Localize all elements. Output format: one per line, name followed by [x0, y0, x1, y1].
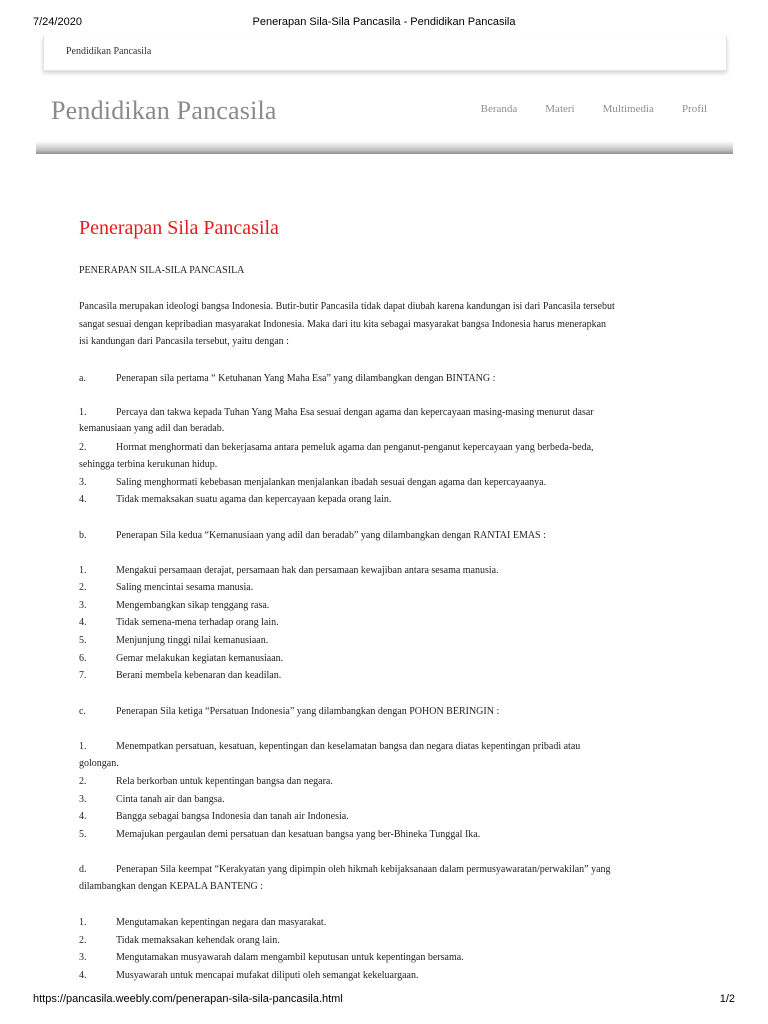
- list-number: 2.: [79, 582, 87, 593]
- list-item: [79, 935, 280, 947]
- list-item: [79, 952, 464, 964]
- site-brand-title[interactable]: Pendidikan Pancasila: [51, 96, 277, 125]
- section-marker: a.: [79, 373, 86, 384]
- nav-item-multimedia[interactable]: Multimedia: [602, 103, 654, 115]
- list-text: Rela berkorban untuk kepentingan bangsa dan negara.: [116, 776, 333, 787]
- list-number: 1.: [79, 917, 87, 928]
- list-text: Percaya dan takwa kepada Tuhan Yang Maha Esa sesuai dengan agama dan kepercayaan masing-masing menurut dasar: [116, 407, 594, 418]
- list-item: [79, 494, 391, 506]
- list-number: 1.: [79, 565, 87, 576]
- print-page-number: 1/2: [719, 993, 735, 1005]
- print-url: https://pancasila.weebly.com/penerapan-sila-sila-pancasila.html: [33, 993, 343, 1005]
- list-item: [79, 829, 480, 841]
- list-item-continuation: golongan.: [79, 758, 119, 769]
- list-text: Bangga sebagai bangsa Indonesia dan tanah air Indonesia.: [116, 811, 349, 822]
- print-date: 7/24/2020: [33, 16, 82, 28]
- section-marker: d.: [79, 864, 87, 875]
- intro-line: Pancasila merupakan ideologi bangsa Indonesia. Butir-butir Pancasila tidak dapat diubah karena kandungan isi dari Pancasila tersebut: [79, 301, 615, 312]
- list-text: Mengakui persamaan derajat, persamaan hak dan persamaan kewajiban antara sesama manusia.: [116, 565, 499, 576]
- list-item: [79, 794, 225, 806]
- section-heading-continuation: dilambangkan dengan KEPALA BANTENG :: [79, 881, 264, 892]
- list-number: 4.: [79, 617, 87, 628]
- section-heading-text: Penerapan Sila keempat “Kerakyatan yang dipimpin oleh hikmah kebijaksanaan dalam permusyawaratan/perwakilan” yang: [116, 864, 611, 875]
- list-number: 5.: [79, 635, 87, 646]
- nav-item-profil[interactable]: Profil: [681, 103, 707, 115]
- list-number: 1.: [79, 741, 87, 752]
- list-text: Saling menghormati kebebasan menjalankan menjalankan ibadah sesuai dengan agama dan kepercayaanya.: [116, 477, 547, 488]
- top-site-bar: [43, 36, 727, 71]
- header-shadow-divider: [36, 141, 733, 154]
- list-text: Mengutamakan kepentingan negara dan masyarakat.: [116, 917, 327, 928]
- list-item: [79, 917, 326, 929]
- nav-item-beranda[interactable]: Beranda: [480, 103, 518, 115]
- list-text: Berani membela kebenaran dan keadilan.: [116, 670, 282, 681]
- section-heading-text: Penerapan Sila kedua “Kemanusiaan yang adil dan beradab” yang dilambangkan dengan RANTAI EMAS :: [116, 530, 546, 541]
- list-item: [79, 565, 499, 577]
- list-text: Hormat menghormati dan bekerjasama antara pemeluk agama dan penganut-penganut kepercayaan yang berbeda-beda,: [116, 442, 594, 453]
- list-item: [79, 407, 594, 419]
- list-item: [79, 582, 253, 594]
- print-title: Penerapan Sila-Sila Pancasila - Pendidikan Pancasila: [252, 16, 516, 28]
- list-text: Tidak semena-mena terhadap orang lain.: [116, 617, 279, 628]
- list-item: [79, 776, 333, 788]
- list-text: Menjunjung tinggi nilai kemanusiaan.: [116, 635, 269, 646]
- main-nav: [481, 103, 707, 115]
- list-number: 3.: [79, 794, 87, 805]
- page-title: Penerapan Sila Pancasila: [79, 217, 279, 239]
- section-heading-text: Penerapan sila pertama “ Ketuhanan Yang Maha Esa” yang dilambangkan dengan BINTANG :: [116, 373, 496, 384]
- section-heading: [79, 530, 546, 542]
- section-heading: [79, 706, 499, 718]
- list-number: 2.: [79, 442, 87, 453]
- list-number: 4.: [79, 970, 87, 981]
- list-number: 6.: [79, 653, 87, 664]
- list-item: [79, 741, 580, 753]
- list-item: [79, 811, 349, 823]
- nav-item-materi[interactable]: Materi: [545, 103, 575, 115]
- section-marker: b.: [79, 530, 87, 541]
- list-text: Memajukan pergaulan demi persatuan dan kesatuan bangsa yang ber-Bhineka Tunggal Ika.: [116, 829, 481, 840]
- section-heading: [79, 864, 611, 876]
- print-header: [0, 16, 768, 30]
- list-item-continuation: sehingga terbina kerukunan hidup.: [79, 459, 218, 470]
- list-number: 5.: [79, 829, 87, 840]
- section-heading: [79, 373, 495, 385]
- list-text: Mengembangkan sikap tenggang rasa.: [116, 600, 270, 611]
- list-number: 3.: [79, 477, 87, 488]
- intro-line: isi kandungan dari Pancasila tersebut, yaitu dengan :: [79, 336, 289, 347]
- intro-line: sangat sesuai dengan kepribadian masyarakat Indonesia. Maka dari itu kita sebagai masyarakat bangsa Indonesia harus menerapkan: [79, 319, 607, 330]
- list-number: 3.: [79, 952, 87, 963]
- list-item-continuation: kemanusiaan yang adil dan beradab.: [79, 423, 225, 434]
- list-number: 7.: [79, 670, 87, 681]
- list-number: 2.: [79, 776, 87, 787]
- list-item: [79, 600, 269, 612]
- list-item: [79, 653, 283, 665]
- list-item: [79, 477, 546, 489]
- article-subtitle: PENERAPAN SILA-SILA PANCASILA: [79, 265, 245, 276]
- list-number: 3.: [79, 600, 87, 611]
- list-text: Gemar melakukan kegiatan kemanusiaan.: [116, 653, 284, 664]
- list-item: [79, 970, 419, 982]
- list-item: [79, 442, 594, 454]
- list-text: Menempatkan persatuan, kesatuan, kepentingan dan keselamatan bangsa dan negara diatas kepentingan pribadi atau: [116, 741, 581, 752]
- list-number: 4.: [79, 494, 87, 505]
- list-number: 1.: [79, 407, 87, 418]
- list-text: Saling mencintai sesama manusia.: [116, 582, 254, 593]
- list-text: Musyawarah untuk mencapai mufakat diliputi oleh semangat kekeluargaan.: [116, 970, 419, 981]
- list-item: [79, 617, 279, 629]
- topbar-site-link[interactable]: Pendidikan Pancasila: [66, 46, 152, 57]
- list-number: 2.: [79, 935, 87, 946]
- section-marker: c.: [79, 706, 86, 717]
- list-text: Cinta tanah air dan bangsa.: [116, 794, 225, 805]
- list-text: Tidak memaksakan kehendak orang lain.: [116, 935, 280, 946]
- section-heading-text: Penerapan Sila ketiga “Persatuan Indonesia” yang dilambangkan dengan POHON BERINGIN :: [116, 706, 500, 717]
- list-number: 4.: [79, 811, 87, 822]
- list-item: [79, 635, 268, 647]
- print-footer: [0, 993, 768, 1007]
- list-text: Tidak memaksakan suatu agama dan kepercayaan kepada orang lain.: [116, 494, 392, 505]
- list-item: [79, 670, 281, 682]
- list-text: Mengutamakan musyawarah dalam mengambil keputusan untuk kepentingan bersama.: [116, 952, 464, 963]
